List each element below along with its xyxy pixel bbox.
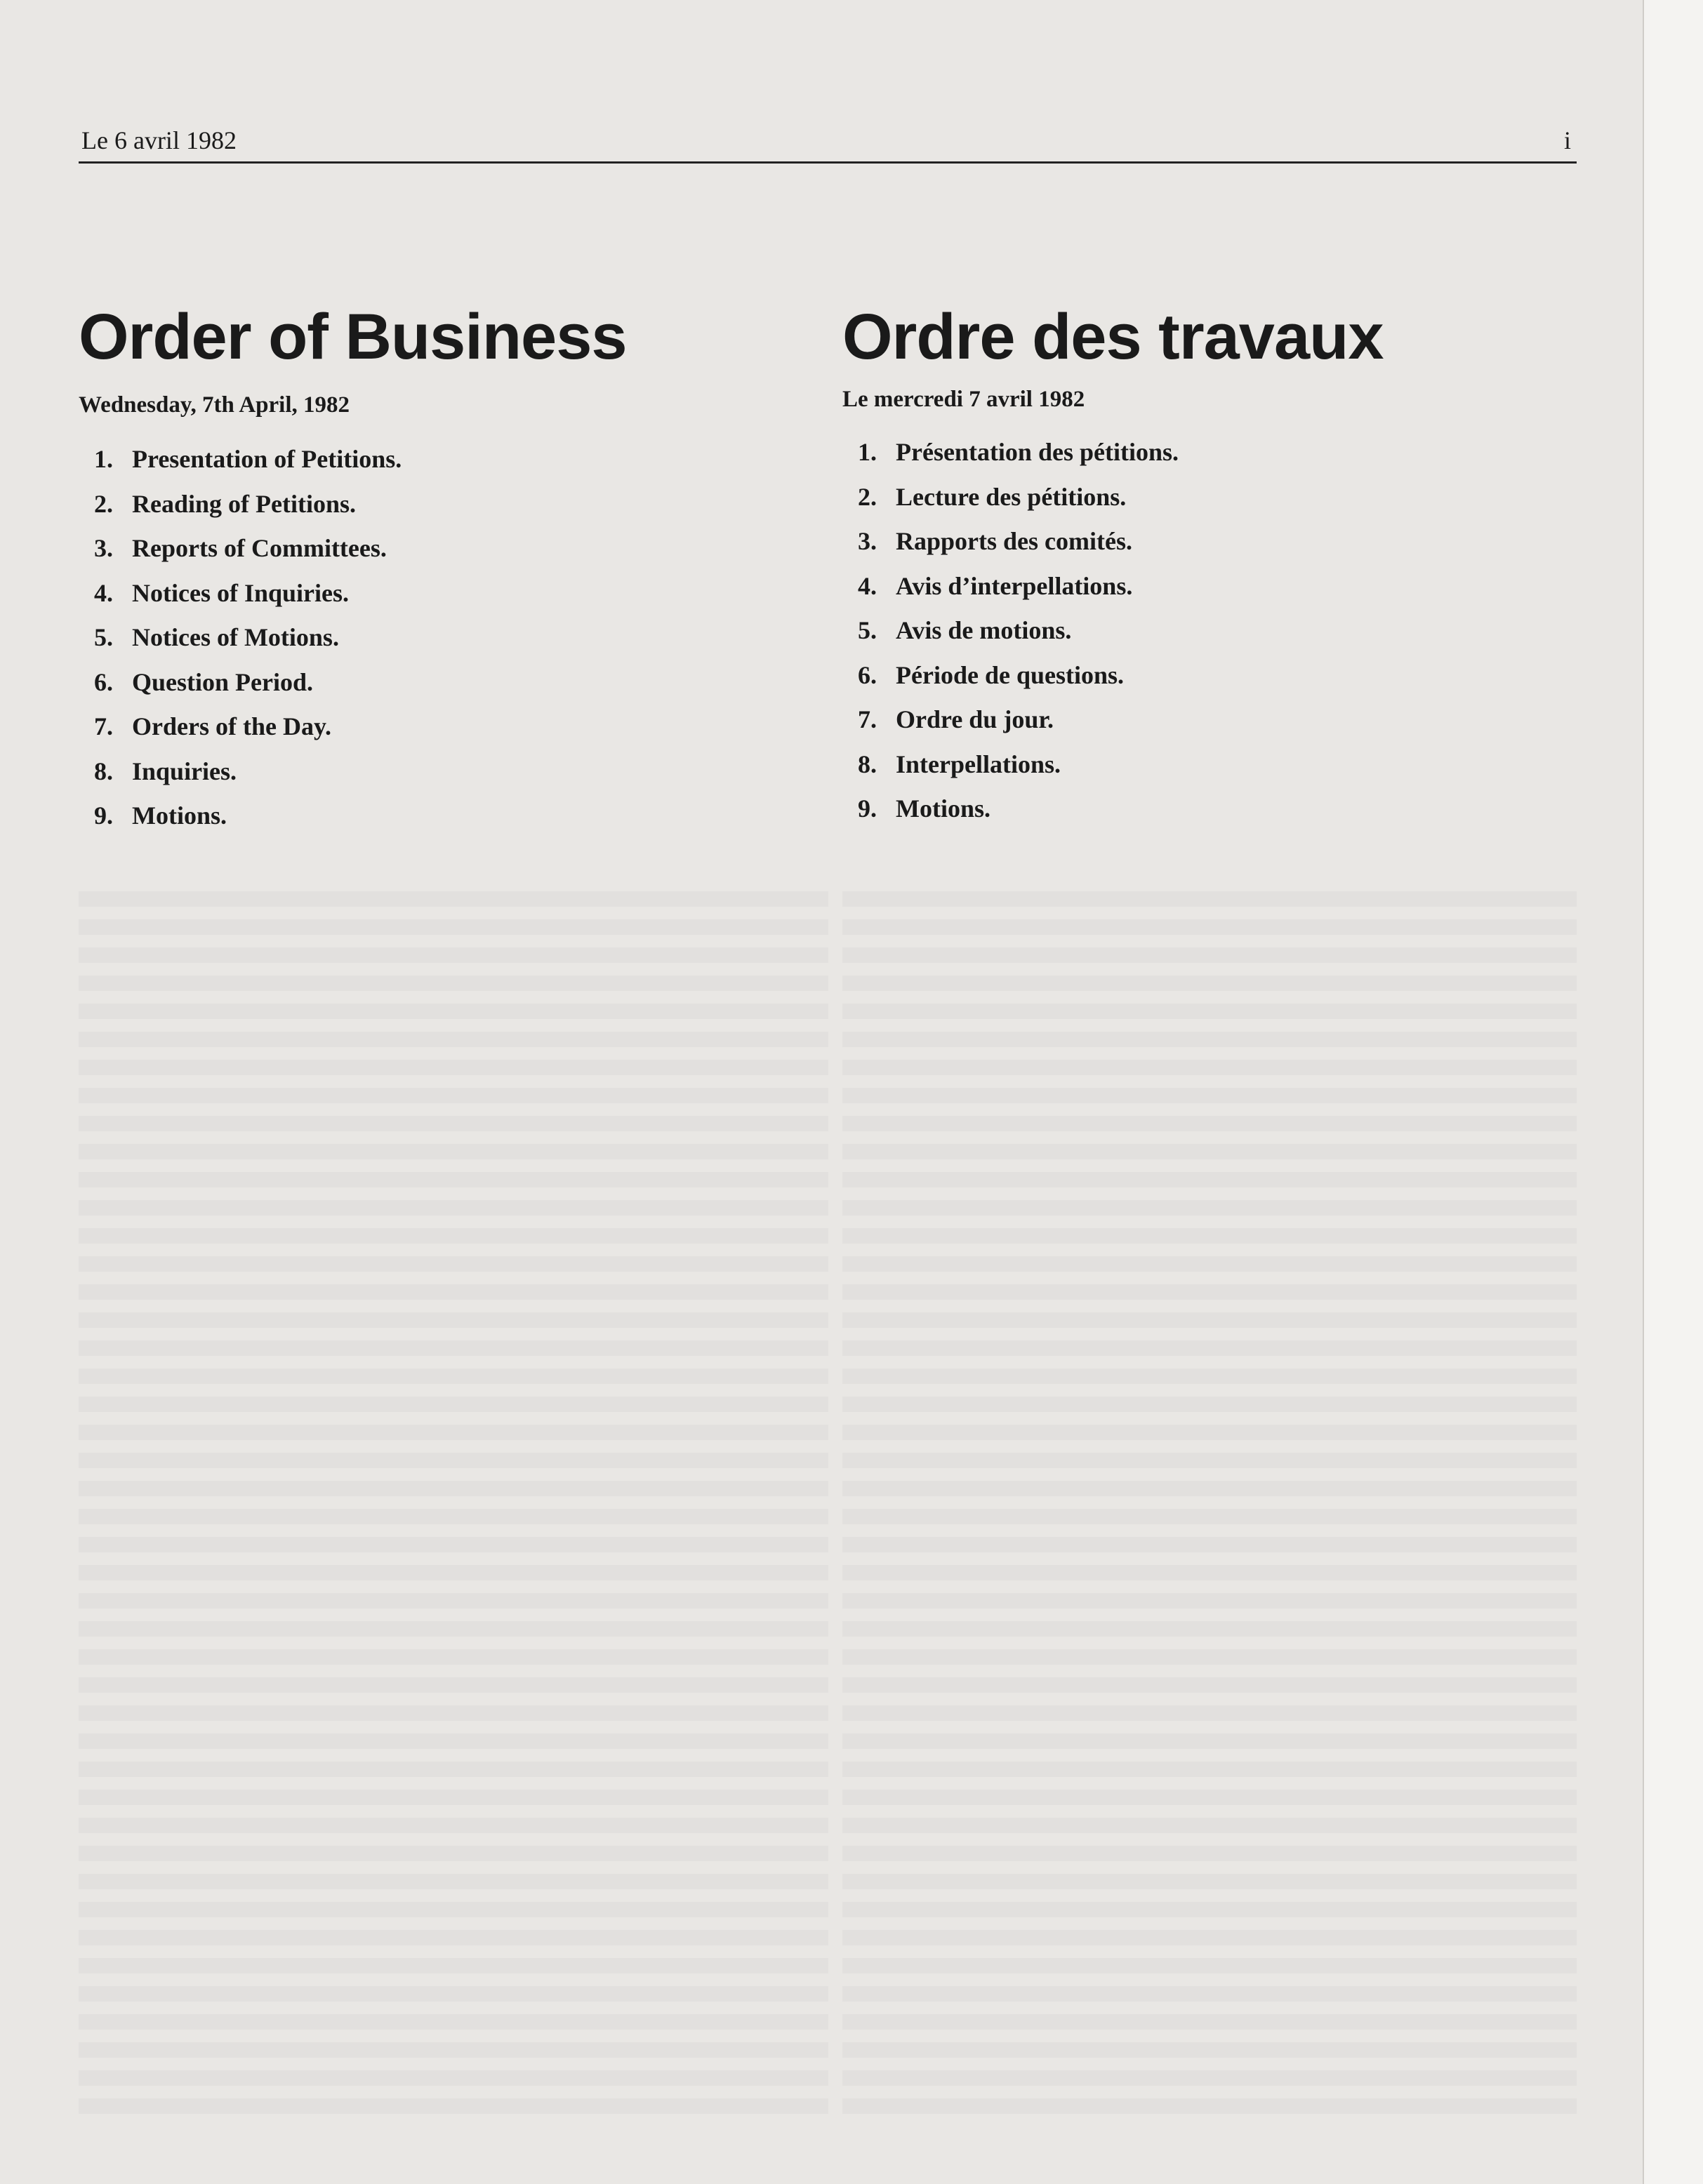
agenda-item [94,750,816,794]
column-gap [828,891,842,2119]
page-header [79,125,1577,164]
agenda-item [94,571,816,616]
item-number: 3. [858,527,877,555]
item-label: Lecture des pétitions. [896,482,1127,511]
agenda-item [94,705,816,750]
item-label: Interpellations. [896,750,1061,778]
english-date: Wednesday, 7th April, 1982 [79,392,350,418]
item-label: Avis de motions. [896,616,1072,644]
item-number: 6. [858,660,877,689]
agenda-item [94,794,816,839]
binding-edge [1643,0,1703,2184]
item-number: 2. [94,489,113,518]
page-number: i [1563,126,1571,154]
item-label: Presentation of Petitions. [132,445,402,473]
agenda-item [94,526,816,571]
item-number: 3. [94,534,113,562]
english-column [79,298,816,839]
item-label: Motions. [132,801,227,830]
english-title: Order of Business [79,301,627,373]
agenda-item [858,787,1586,832]
bleed-through-texture [79,891,1577,2119]
agenda-item [94,482,816,527]
item-label: Motions. [896,794,990,823]
agenda-item [94,660,816,705]
item-label: Avis d’interpellations. [896,571,1133,600]
item-label: Présentation des pétitions. [896,438,1179,466]
agenda-item [858,698,1586,743]
agenda-item [858,564,1586,609]
item-number: 4. [858,571,877,600]
item-number: 4. [94,578,113,607]
item-label: Notices of Inquiries. [132,578,349,607]
item-label: Ordre du jour. [896,705,1054,733]
agenda-item [858,430,1586,475]
item-label: Inquiries. [132,757,237,785]
item-number: 5. [94,623,113,651]
item-number: 6. [94,667,113,696]
agenda-item [94,615,816,660]
item-number: 1. [858,438,877,466]
item-label: Question Period. [132,667,313,696]
item-label: Reports of Committees. [132,534,387,562]
french-date: Le mercredi 7 avril 1982 [842,387,1085,412]
agenda-item [858,608,1586,653]
agenda-item [94,437,816,482]
item-label: Reading of Petitions. [132,489,356,518]
agenda-item [858,743,1586,787]
french-agenda-list [842,430,1586,832]
agenda-item [858,519,1586,564]
agenda-item [858,475,1586,520]
item-label: Rapports des comités. [896,527,1132,555]
french-column [842,298,1586,832]
item-number: 7. [858,705,877,733]
item-number: 8. [858,750,877,778]
item-number: 2. [858,482,877,511]
item-number: 9. [858,794,877,823]
header-date: Le 6 avril 1982 [81,126,237,154]
item-label: Notices of Motions. [132,623,339,651]
french-title: Ordre des travaux [842,301,1384,373]
item-label: Période de questions. [896,660,1125,689]
item-number: 5. [858,616,877,644]
item-number: 8. [94,757,113,785]
item-label: Orders of the Day. [132,712,331,740]
english-agenda-list [79,437,816,839]
item-number: 1. [94,445,113,473]
item-number: 9. [94,801,113,830]
item-number: 7. [94,712,113,740]
agenda-item [858,653,1586,698]
